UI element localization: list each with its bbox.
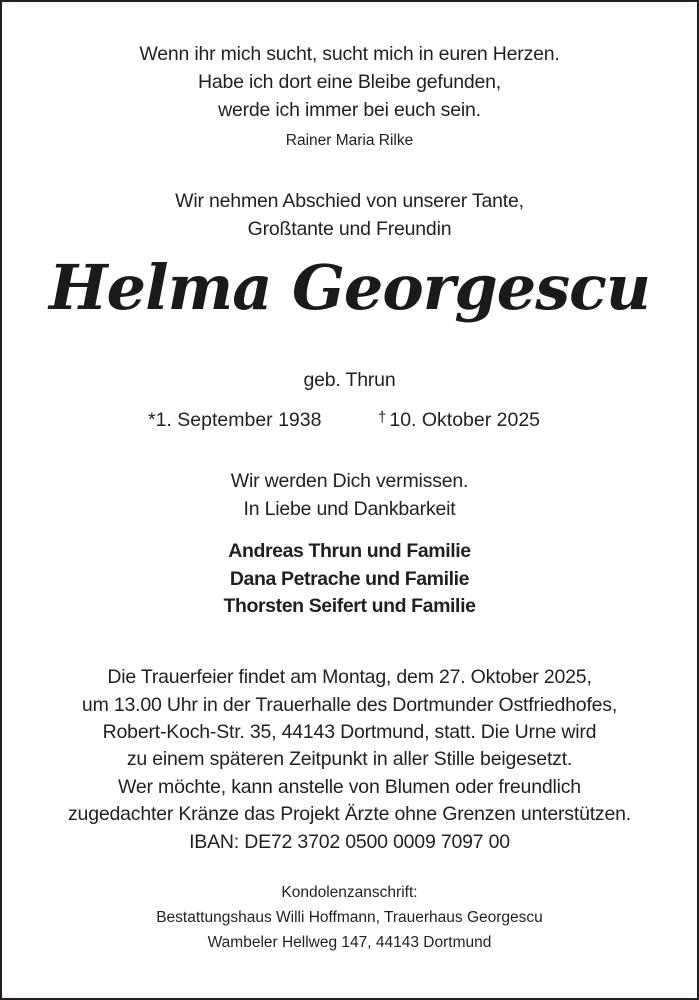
service-line: zugedachter Kränze das Projekt Ärzte ohne Grenzen unterstützen.	[68, 803, 631, 825]
condolence-label: Kondolenzanschrift:	[281, 884, 418, 901]
condolence-line: Bestattungshaus Willi Hoffmann, Trauerhaus Georgescu	[156, 909, 543, 926]
intro-line: Wir nehmen Abschied von unserer Tante,	[175, 190, 524, 212]
service-line: Robert-Koch-Str. 35, 44143 Dortmund, statt. Die Urne wird	[102, 721, 597, 743]
death-date: 10. Oktober 2025	[389, 409, 541, 431]
life-dates	[2, 409, 697, 435]
farewell-line: In Liebe und Dankbarkeit	[243, 498, 456, 520]
quote-line: Wenn ihr mich sucht, sucht mich in euren Herzen.	[139, 43, 560, 65]
quote-author: Rainer Maria Rilke	[285, 132, 414, 149]
mourner: Thorsten Seifert und Familie	[223, 595, 476, 617]
condolence-line: Wambeler Hellweg 147, 44143 Dortmund	[207, 934, 492, 951]
quote-line: werde ich immer bei euch sein.	[218, 99, 481, 121]
farewell-line: Wir werden Dich vermissen.	[230, 470, 469, 492]
mourner: Andreas Thrun und Familie	[228, 540, 471, 562]
deceased-name: Helma Georgescu	[49, 251, 650, 324]
intro-line: Großtante und Freundin	[247, 218, 452, 240]
cross-icon: †	[378, 409, 387, 426]
service-line: Wer möchte, kann anstelle von Blumen oder freundlich	[118, 776, 581, 798]
iban: IBAN: DE72 3702 0500 0009 7097 00	[189, 831, 510, 853]
service-line: zu einem späteren Zeitpunkt in aller Stille beigesetzt.	[126, 748, 573, 770]
service-line: um 13.00 Uhr in der Trauerhalle des Dortmunder Ostfriedhofes,	[81, 694, 618, 716]
maiden-name: geb. Thrun	[303, 369, 396, 391]
quote-line: Habe ich dort eine Bleibe gefunden,	[197, 71, 502, 93]
mourner: Dana Petrache und Familie	[229, 568, 470, 590]
birth-date: *1. September 1938	[148, 409, 322, 431]
death-date-group	[378, 409, 540, 432]
service-line: Die Trauerfeier findet am Montag, dem 27. Oktober 2025,	[107, 666, 592, 688]
